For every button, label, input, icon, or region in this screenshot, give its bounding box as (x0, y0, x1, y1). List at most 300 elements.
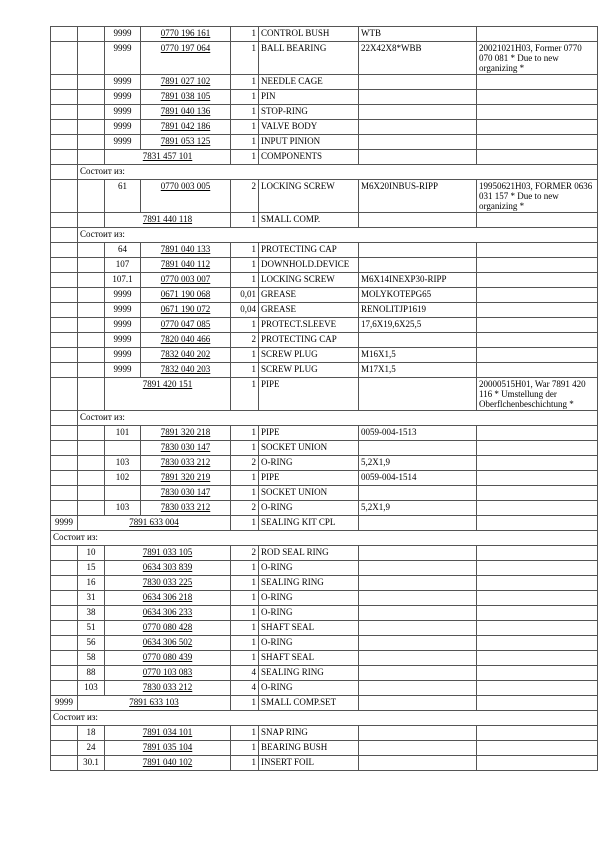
spec-cell (359, 258, 477, 273)
indent-cell (51, 621, 78, 636)
description-cell: O-RING (259, 681, 359, 696)
quantity-cell: 1 (231, 213, 259, 228)
indent-cell (51, 471, 78, 486)
description-cell: INSERT FOIL (259, 756, 359, 771)
consists-of-row (51, 228, 598, 243)
part-number-cell (105, 756, 231, 771)
part-number-link[interactable]: 7830 030 147 (160, 442, 211, 452)
position-cell: 10 (78, 546, 105, 561)
part-number-link[interactable]: 0671 190 068 (160, 289, 211, 299)
note-cell (477, 120, 598, 135)
note-cell (477, 561, 598, 576)
part-number-cell (141, 486, 231, 501)
indent-cell (78, 318, 105, 333)
spec-cell: 0059-004-1513 (359, 426, 477, 441)
indent-cell (78, 363, 105, 378)
part-number-link[interactable]: 7891 053 125 (160, 136, 211, 146)
part-number-link[interactable]: 7891 042 186 (160, 121, 211, 131)
spec-cell (359, 666, 477, 681)
part-number-cell (105, 546, 231, 561)
note-cell (477, 135, 598, 150)
note-cell (477, 273, 598, 288)
indent-cell (51, 105, 78, 120)
indent-cell (78, 303, 105, 318)
table-row (51, 303, 598, 318)
description-cell: SHAFT SEAL (259, 651, 359, 666)
quantity-cell: 1 (231, 741, 259, 756)
spec-cell (359, 120, 477, 135)
quantity-cell: 2 (231, 546, 259, 561)
quantity-cell: 4 (231, 666, 259, 681)
position-cell: 18 (78, 726, 105, 741)
description-cell: PIPE (259, 426, 359, 441)
position-cell (105, 486, 141, 501)
spec-cell (359, 756, 477, 771)
part-number-link[interactable]: 7891 034 101 (142, 727, 193, 737)
quantity-cell: 1 (231, 90, 259, 105)
quantity-cell: 1 (231, 441, 259, 456)
indent-cell (51, 165, 78, 180)
part-number-cell (141, 426, 231, 441)
description-cell: COMPONENTS (259, 150, 359, 165)
table-row (51, 348, 598, 363)
part-number-link[interactable]: 7891 633 004 (129, 517, 179, 527)
consists-of-row (51, 531, 598, 546)
quantity-cell: 1 (231, 42, 259, 75)
quantity-cell: 1 (231, 120, 259, 135)
indent-cell (51, 228, 78, 243)
part-number-cell (141, 75, 231, 90)
group-row (51, 150, 598, 165)
position-cell: 16 (78, 576, 105, 591)
indent-cell (78, 75, 105, 90)
indent-cell (51, 243, 78, 258)
quantity-cell: 2 (231, 501, 259, 516)
table-row (51, 651, 598, 666)
spec-cell (359, 90, 477, 105)
description-cell: SEALING RING (259, 666, 359, 681)
quantity-cell: 1 (231, 471, 259, 486)
part-number-link[interactable]: 7891 320 218 (160, 427, 211, 437)
spec-cell (359, 213, 477, 228)
description-cell: SEALING KIT CPL (259, 516, 359, 531)
indent-cell (78, 135, 105, 150)
quantity-cell: 1 (231, 150, 259, 165)
table-row (51, 75, 598, 90)
table-row (51, 756, 598, 771)
parts-table (50, 26, 598, 771)
note-cell (477, 471, 598, 486)
description-cell: VALVE BODY (259, 120, 359, 135)
note-cell (477, 105, 598, 120)
part-number-cell (141, 273, 231, 288)
consists-of-row (51, 411, 598, 426)
spec-cell: 0059-004-1514 (359, 471, 477, 486)
position-cell: 38 (78, 606, 105, 621)
description-cell: SOCKET UNION (259, 486, 359, 501)
table-row (51, 726, 598, 741)
part-number-cell (141, 303, 231, 318)
indent-cell (78, 27, 105, 42)
indent-cell (78, 180, 105, 213)
description-cell: SOCKET UNION (259, 441, 359, 456)
indent-cell (51, 27, 78, 42)
table-row (51, 681, 598, 696)
note-cell (477, 288, 598, 303)
part-number-link[interactable]: 7891 040 112 (160, 259, 211, 269)
note-cell (477, 621, 598, 636)
indent-cell (51, 75, 78, 90)
part-number-link[interactable]: 7831 457 101 (142, 151, 193, 161)
part-number-link[interactable]: 7891 040 136 (160, 106, 211, 116)
description-cell: SCREW PLUG (259, 363, 359, 378)
indent-cell (51, 546, 78, 561)
spec-cell (359, 486, 477, 501)
consists-of-label: Состоит из: (51, 711, 598, 726)
description-cell: O-RING (259, 591, 359, 606)
note-cell (477, 318, 598, 333)
table-row (51, 318, 598, 333)
part-number-link[interactable]: 7891 035 104 (142, 742, 193, 752)
part-number-link[interactable]: 7891 633 103 (129, 697, 179, 707)
indent-cell (51, 378, 78, 411)
part-number-link[interactable]: 7891 038 105 (160, 91, 211, 101)
note-cell: 20000515H01, War 7891 420 116 * Umstellung der Oberflchenbeschichtung * (477, 378, 598, 411)
position-cell: 102 (105, 471, 141, 486)
part-number-cell (141, 90, 231, 105)
description-cell: SMALL COMP.SET (259, 696, 359, 711)
position-cell: 9999 (105, 105, 141, 120)
note-cell (477, 486, 598, 501)
position-cell: 9999 (105, 42, 141, 75)
part-number-link[interactable]: 7832 040 203 (160, 364, 211, 374)
group-row (51, 696, 598, 711)
part-number-cell (141, 135, 231, 150)
part-number-link[interactable]: 7891 040 102 (142, 757, 193, 767)
table-row (51, 363, 598, 378)
part-number-link[interactable]: 0770 197 064 (160, 43, 211, 53)
part-number-cell (105, 606, 231, 621)
note-cell (477, 348, 598, 363)
spec-cell: RENOLITJP1619 (359, 303, 477, 318)
indent-cell (78, 456, 105, 471)
position-cell: 9999 (105, 303, 141, 318)
spec-cell (359, 378, 477, 411)
description-cell: CONTROL BUSH (259, 27, 359, 42)
indent-cell (51, 441, 78, 456)
quantity-cell: 1 (231, 591, 259, 606)
position-cell: 9999 (105, 318, 141, 333)
table-row (51, 576, 598, 591)
quantity-cell: 1 (231, 378, 259, 411)
indent-cell (51, 741, 78, 756)
note-cell (477, 303, 598, 318)
table-row (51, 180, 598, 213)
quantity-cell: 2 (231, 180, 259, 213)
spec-cell (359, 561, 477, 576)
quantity-cell: 1 (231, 516, 259, 531)
description-cell: O-RING (259, 561, 359, 576)
position-cell: 107.1 (105, 273, 141, 288)
position-cell: 103 (105, 456, 141, 471)
part-number-cell (105, 681, 231, 696)
position-cell: 64 (105, 243, 141, 258)
spec-cell (359, 546, 477, 561)
part-number-link[interactable]: 0770 196 161 (160, 28, 211, 38)
indent-cell (51, 120, 78, 135)
group-row (51, 516, 598, 531)
description-cell: NEEDLE CAGE (259, 75, 359, 90)
position-cell (105, 441, 141, 456)
spec-cell: 5,2X1,9 (359, 456, 477, 471)
spec-cell: WTB (359, 27, 477, 42)
quantity-cell: 1 (231, 348, 259, 363)
part-number-cell (141, 471, 231, 486)
part-number-link[interactable]: 0634 306 233 (142, 607, 193, 617)
part-number-link[interactable]: 7832 040 202 (160, 349, 211, 359)
table-row (51, 456, 598, 471)
note-cell: 19950621H03, FORMER 0636 031 157 * Due to new organizing * (477, 180, 598, 213)
description-cell: ROD SEAL RING (259, 546, 359, 561)
position-cell: 9999 (105, 348, 141, 363)
spec-cell (359, 621, 477, 636)
part-number-link[interactable]: 7891 033 105 (142, 547, 193, 557)
description-cell: SMALL COMP. (259, 213, 359, 228)
indent-cell (51, 150, 78, 165)
part-number-cell (141, 441, 231, 456)
part-number-cell (141, 105, 231, 120)
quantity-cell: 1 (231, 27, 259, 42)
part-number-cell (105, 150, 231, 165)
part-number-link[interactable]: 0770 047 085 (160, 319, 211, 329)
quantity-cell: 2 (231, 333, 259, 348)
indent-cell (51, 486, 78, 501)
part-number-link[interactable]: 7830 030 147 (160, 487, 211, 497)
indent-cell (51, 756, 78, 771)
position-cell: 107 (105, 258, 141, 273)
indent-cell (51, 666, 78, 681)
table-row (51, 486, 598, 501)
quantity-cell: 1 (231, 726, 259, 741)
indent-cell (51, 606, 78, 621)
part-number-link[interactable]: 7830 033 212 (142, 682, 193, 692)
part-number-cell (141, 333, 231, 348)
position-cell: 103 (105, 501, 141, 516)
spec-cell (359, 606, 477, 621)
note-cell (477, 696, 598, 711)
note-cell (477, 756, 598, 771)
indent-cell (78, 486, 105, 501)
spec-cell (359, 696, 477, 711)
note-cell (477, 666, 598, 681)
table-row (51, 621, 598, 636)
table-row (51, 333, 598, 348)
part-number-link[interactable]: 0770 103 083 (142, 667, 193, 677)
indent-cell (78, 258, 105, 273)
description-cell: PIPE (259, 378, 359, 411)
table-row (51, 120, 598, 135)
description-cell: STOP-RING (259, 105, 359, 120)
part-number-cell (141, 258, 231, 273)
part-number-cell (105, 651, 231, 666)
part-number-link[interactable]: 7830 033 225 (142, 577, 193, 587)
quantity-cell: 1 (231, 273, 259, 288)
quantity-cell: 1 (231, 606, 259, 621)
position-cell: 9999 (51, 696, 78, 711)
part-number-link[interactable]: 7891 320 219 (160, 472, 211, 482)
part-number-link[interactable]: 0770 080 439 (142, 652, 193, 662)
part-number-link[interactable]: 0634 306 218 (142, 592, 193, 602)
description-cell: INPUT PINION (259, 135, 359, 150)
position-cell (78, 378, 105, 411)
indent-cell (51, 258, 78, 273)
position-cell: 56 (78, 636, 105, 651)
part-number-cell (141, 288, 231, 303)
description-cell: PROTECT.SLEEVE (259, 318, 359, 333)
part-number-link[interactable]: 7891 420 151 (142, 379, 193, 389)
part-number-cell (105, 726, 231, 741)
indent-cell (51, 363, 78, 378)
part-number-link[interactable]: 7891 027 102 (160, 76, 211, 86)
note-cell (477, 636, 598, 651)
position-cell: 9999 (105, 90, 141, 105)
note-cell (477, 456, 598, 471)
description-cell: LOCKING SCREW (259, 273, 359, 288)
note-cell (477, 501, 598, 516)
note-cell (477, 150, 598, 165)
indent-cell (51, 636, 78, 651)
part-number-link[interactable]: 0770 003 005 (160, 181, 211, 191)
table-row (51, 606, 598, 621)
indent-cell (51, 591, 78, 606)
position-cell: 88 (78, 666, 105, 681)
table-row (51, 636, 598, 651)
table-row (51, 441, 598, 456)
position-cell: 24 (78, 741, 105, 756)
spec-cell (359, 75, 477, 90)
indent-cell (51, 426, 78, 441)
spec-cell (359, 150, 477, 165)
indent-cell (51, 501, 78, 516)
indent-cell (51, 288, 78, 303)
indent-cell (78, 471, 105, 486)
note-cell (477, 591, 598, 606)
part-number-link[interactable]: 7820 040 466 (160, 334, 211, 344)
indent-cell (51, 42, 78, 75)
parts-table-body (51, 27, 598, 771)
indent-cell (51, 561, 78, 576)
indent-cell (51, 681, 78, 696)
position-cell: 9999 (105, 75, 141, 90)
part-number-link[interactable]: 0634 303 839 (142, 562, 193, 572)
description-cell: PIN (259, 90, 359, 105)
spec-cell (359, 516, 477, 531)
description-cell: PIPE (259, 471, 359, 486)
spec-cell: MOLYKOTEPG65 (359, 288, 477, 303)
spec-cell (359, 243, 477, 258)
part-number-cell (141, 243, 231, 258)
position-cell: 101 (105, 426, 141, 441)
table-row (51, 288, 598, 303)
quantity-cell: 1 (231, 756, 259, 771)
quantity-cell: 1 (231, 318, 259, 333)
quantity-cell: 1 (231, 576, 259, 591)
quantity-cell: 1 (231, 105, 259, 120)
indent-cell (51, 576, 78, 591)
part-number-link[interactable]: 0671 190 072 (160, 304, 211, 314)
table-row (51, 42, 598, 75)
table-row (51, 426, 598, 441)
spec-cell (359, 576, 477, 591)
part-number-link[interactable]: 0770 080 428 (142, 622, 193, 632)
part-number-link[interactable]: 7830 033 212 (160, 457, 211, 467)
note-cell (477, 90, 598, 105)
position-cell: 51 (78, 621, 105, 636)
description-cell: PROTECTING CAP (259, 243, 359, 258)
note-cell: 20021021H03, Former 0770 070 081 * Due to new organizing * (477, 42, 598, 75)
spec-cell (359, 741, 477, 756)
note-cell (477, 606, 598, 621)
indent-cell (78, 288, 105, 303)
part-number-cell (141, 180, 231, 213)
table-row (51, 243, 598, 258)
note-cell (477, 516, 598, 531)
spec-cell (359, 636, 477, 651)
indent-cell (78, 426, 105, 441)
note-cell (477, 333, 598, 348)
part-number-link[interactable]: 0634 306 502 (142, 637, 193, 647)
description-cell: O-RING (259, 636, 359, 651)
consists-of-row (51, 711, 598, 726)
spec-cell (359, 591, 477, 606)
position-cell (78, 150, 105, 165)
description-cell: BALL BEARING (259, 42, 359, 75)
note-cell (477, 546, 598, 561)
quantity-cell: 1 (231, 651, 259, 666)
part-number-cell (105, 636, 231, 651)
note-cell (477, 243, 598, 258)
indent-cell (78, 441, 105, 456)
part-number-cell (141, 501, 231, 516)
indent-cell (51, 135, 78, 150)
part-number-cell (105, 666, 231, 681)
part-number-link[interactable]: 0770 003 007 (160, 274, 211, 284)
part-number-cell (78, 516, 231, 531)
note-cell (477, 681, 598, 696)
part-number-link[interactable]: 7891 440 118 (142, 214, 193, 224)
spec-cell: 5,2X1,9 (359, 501, 477, 516)
note-cell (477, 441, 598, 456)
part-number-cell (141, 363, 231, 378)
note-cell (477, 258, 598, 273)
indent-cell (51, 411, 78, 426)
indent-cell (51, 348, 78, 363)
part-number-cell (141, 120, 231, 135)
quantity-cell: 2 (231, 456, 259, 471)
indent-cell (78, 243, 105, 258)
part-number-link[interactable]: 7891 040 133 (160, 244, 211, 254)
description-cell: GREASE (259, 288, 359, 303)
note-cell (477, 363, 598, 378)
part-number-link[interactable]: 7830 033 212 (160, 502, 211, 512)
consists-of-label: Состоит из: (51, 531, 598, 546)
part-number-cell (105, 621, 231, 636)
note-cell (477, 576, 598, 591)
indent-cell (51, 651, 78, 666)
position-cell: 9999 (51, 516, 78, 531)
spec-cell (359, 681, 477, 696)
indent-cell (51, 726, 78, 741)
